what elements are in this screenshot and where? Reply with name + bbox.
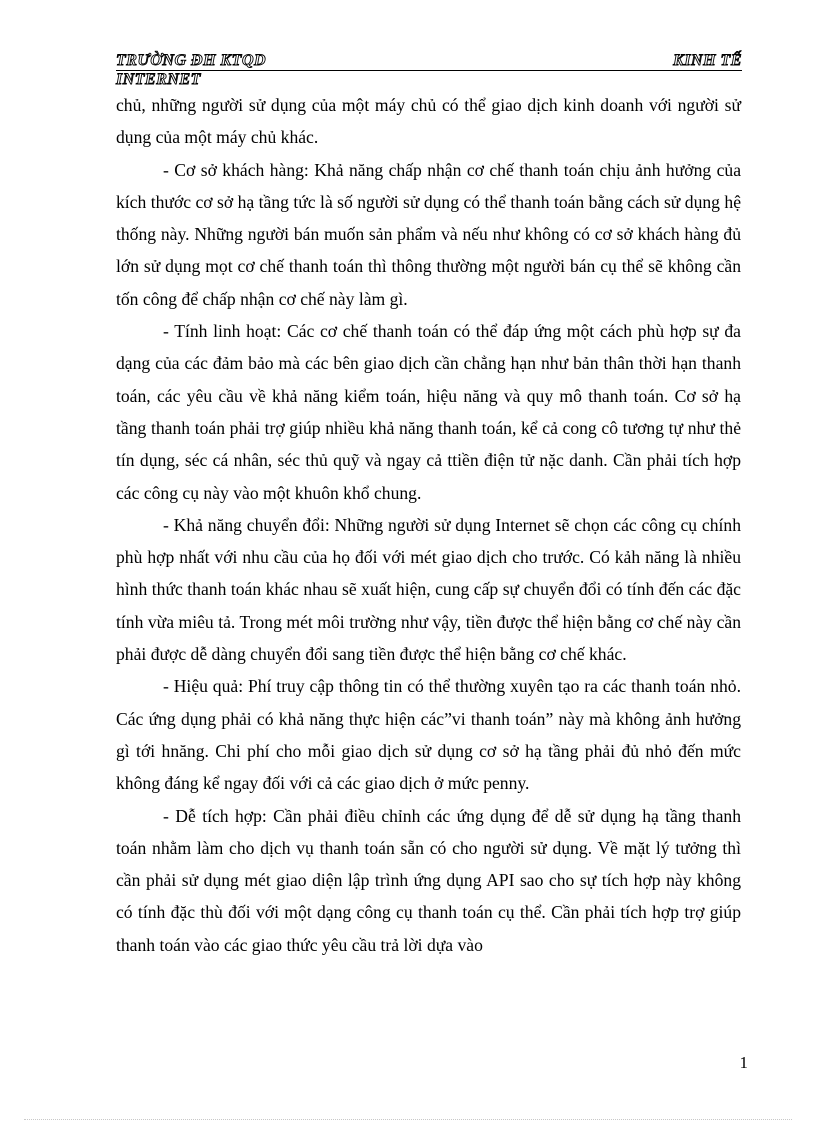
paragraph-flexibility: - Tính linh hoạt: Các cơ chế thanh toán có thể đáp ứng một cách phù hợp sự đa dạng của các đảm bảo mà các bên giao dịch cần chẳng hạn như bản thân thời hạn thanh toán, các yêu cầu về khả năng kiểm toán, hiệu năng và quy mô thanh toán. Cơ sở hạ tầng thanh toán phải trợ giúp nhiều khả năng thanh toán, kể cả cong cô tương tự như thẻ tín dụng, séc cá nhân, séc thủ quỹ và ngay cả ttiền điện tử nặc danh. Cần phải tích hợp các công cụ này vào một khuôn khổ chung. — [116, 321, 741, 503]
page-number: 1 — [739, 1053, 748, 1072]
paragraph-convertibility: - Khả năng chuyển đổi: Những người sử dụng Internet sẽ chọn các công cụ chính phù hợp nhất với nhu cầu của họ đối với mét giao dịch cho trước. Có kảh năng là nhiều hình thức thanh toán khác nhau sẽ xuất hiện, cung cấp sự chuyển đổi có tính đến các đặc tính vừa miêu tả. Trong mét môi trường như vậy, tiền được thể hiện bằng cơ chế này cần phải được dễ dàng chuyển đổi sang tiền được thể hiện bằng cơ chế khác. — [116, 514, 741, 665]
paragraph-customer-base: - Cơ sở khách hàng: Khả năng chấp nhận cơ chế thanh toán chịu ảnh hưởng của kích thước cơ sở hạ tầng tức là số người sử dụng có thể thanh toán bằng cách sử dụng hệ thống này. Những người bán muốn sản phẩm và nếu như không có cơ sở khách hàng đủ lớn sử dụng mọt cơ chế thanh toán thì thông thường một người bán cụ thể sẽ không cần tốn công để chấp nhận cơ chế này làm gì. — [116, 159, 741, 309]
paragraph-continuation: chủ, những người sử dụng của một máy chủ có thể giao dịch kinh doanh với người sử dụng của một máy chủ khác. — [116, 95, 741, 148]
paragraph-efficiency: - Hiệu quả: Phí truy cập thông tin có thể thường xuyên tạo ra các thanh toán nhỏ. Các ứng dụng phải có khả năng thực hiện các”vi thanh toán” này mà không ảnh hưởng gì tới hnăng. Chi phí cho mỗi giao dịch sử dụng cơ sở hạ tầng phải đủ nhỏ đến mức không đáng kể ngay đối với cả các giao dịch ở mức penny. — [116, 676, 741, 794]
header-subject: INTERNET — [116, 71, 201, 88]
header-department: KINH TẾ — [673, 52, 742, 69]
header-school-name: TRƯỜNG ĐH KTQD — [116, 52, 267, 69]
page-bottom-divider — [24, 1119, 792, 1120]
paragraph-ease-of-integration: - Dễ tích hợp: Cần phải điều chỉnh các ứng dụng để dễ sử dụng hạ tầng thanh toán nhằm làm cho dịch vụ thanh toán sẵn có cho người sử dụng. Về mặt lý tưởng thì cần phải sử dụng mét giao diện lập trình ứng dụng API sao cho sự tích hợp này không có tính đặc thù đối với một dạng công cụ thanh toán cụ thể. Cần phải tích hợp trợ giúp thanh toán vào các giao thức yêu cầu trả lời dựa vào — [116, 805, 741, 955]
body-text — [116, 89, 741, 961]
header-rule — [116, 70, 742, 71]
page-header — [116, 52, 742, 92]
